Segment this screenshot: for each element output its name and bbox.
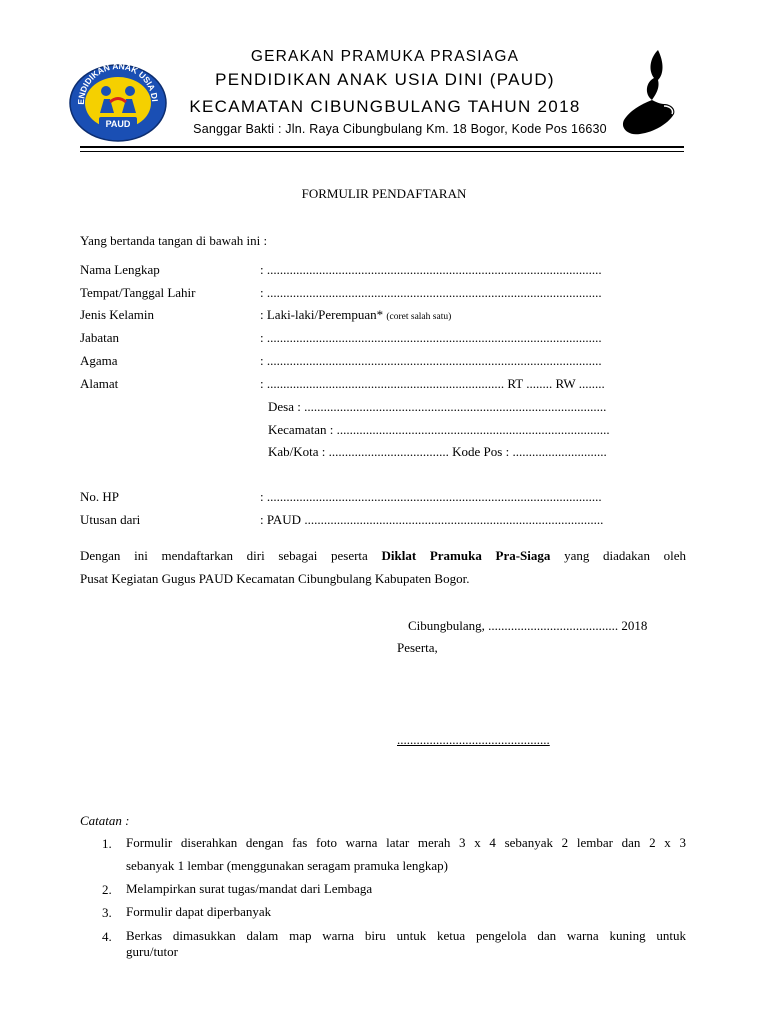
- note-number-4: 4.: [102, 929, 112, 944]
- statement-line-2: Pusat Kegiatan Gugus PAUD Kecamatan Cibungbulang Kabupaten Bogor.: [80, 571, 470, 586]
- field-value-agama: : .......................................................................................................: [260, 353, 602, 368]
- field-label-ttl: Tempat/Tanggal Lahir: [80, 285, 196, 300]
- statement-bold: Diklat Pramuka Pra-Siaga: [381, 548, 551, 563]
- note-4-line-2: guru/tutor: [126, 944, 178, 959]
- gender-options: : Laki-laki/Perempuan*: [260, 307, 384, 322]
- form-title: FORMULIR PENDAFTARAN: [301, 186, 467, 201]
- field-value-ttl: : .......................................................................................................: [260, 285, 602, 300]
- address-kecamatan: Kecamatan : ....................................................................................: [268, 422, 610, 437]
- address-kabkota: Kab/Kota : ..................................... Kode Pos : .............................: [268, 444, 607, 459]
- note-4-line-1: Berkas dimasukkan dalam map warna biru untuk ketua pengelola dan warna kuning untuk: [126, 928, 686, 943]
- note-number-2: 2.: [102, 882, 112, 897]
- logo-paud-text: PAUD: [105, 119, 131, 129]
- header-line-3: KECAMATAN CIBUNGBULANG TAHUN 2018: [189, 97, 581, 116]
- address-desa: Desa : .............................................................................................: [268, 399, 607, 414]
- notes-title: Catatan :: [80, 813, 130, 828]
- participant-label: Peserta,: [397, 640, 438, 655]
- field-label-hp: No. HP: [80, 489, 120, 504]
- field-label-jabatan: Jabatan: [80, 330, 119, 345]
- field-label-nama: Nama Lengkap: [80, 262, 160, 277]
- field-label-jenis-kelamin: Jenis Kelamin: [80, 307, 155, 322]
- header-rule-thin: [80, 151, 684, 152]
- header-rule-thick: [80, 146, 684, 148]
- note-2-text: Melampirkan surat tugas/mandat dari Lembaga: [126, 881, 373, 896]
- logo-arc-text: ENDIDIKAN ANAK USIA DI: [75, 60, 160, 105]
- field-label-alamat: Alamat: [80, 376, 119, 391]
- note-1-line-1: Formulir diserahkan dengan fas foto warna latar merah 3 x 4 sebanyak 2 lembar dan 2 x 3: [126, 835, 686, 850]
- form-intro: Yang bertanda tangan di bawah ini :: [80, 233, 268, 248]
- field-label-utusan: Utusan dari: [80, 512, 141, 527]
- note-number-1: 1.: [102, 836, 112, 851]
- header-line-1: GERAKAN PRAMUKA PRASIAGA: [250, 48, 520, 65]
- paud-logo: [66, 55, 170, 143]
- place-date: Cibungbulang, ........................................ 2018: [408, 618, 648, 633]
- note-3-text: Formulir dapat diperbanyak: [126, 904, 272, 919]
- field-value-utusan: : PAUD ............................................................................................: [260, 512, 604, 527]
- signature-line: ...............................................: [397, 732, 550, 747]
- statement-line-1: Dengan ini mendaftarkan diri sebagai peserta Diklat Pramuka Pra-Siaga yang diadakan oleh: [80, 548, 686, 563]
- header-address: Sanggar Bakti : Jln. Raya Cibungbulang Km. 18 Bogor, Kode Pos 16630: [193, 122, 607, 136]
- field-value-hp: : .......................................................................................................: [260, 489, 602, 504]
- header-line-2: PENDIDIKAN ANAK USIA DINI (PAUD): [215, 70, 555, 89]
- gender-note: (coret salah satu): [386, 312, 452, 322]
- field-label-agama: Agama: [80, 353, 118, 368]
- field-value-nama: : .......................................................................................................: [260, 262, 602, 277]
- field-value-alamat: : ......................................................................... RT ........ RW ........: [260, 376, 605, 391]
- field-value-jenis-kelamin: [260, 307, 451, 323]
- note-1-line-2: sebanyak 1 lembar (menggunakan seragam pramuka lengkap): [126, 858, 448, 873]
- field-value-jabatan: : .......................................................................................................: [260, 330, 602, 345]
- note-number-3: 3.: [102, 905, 112, 920]
